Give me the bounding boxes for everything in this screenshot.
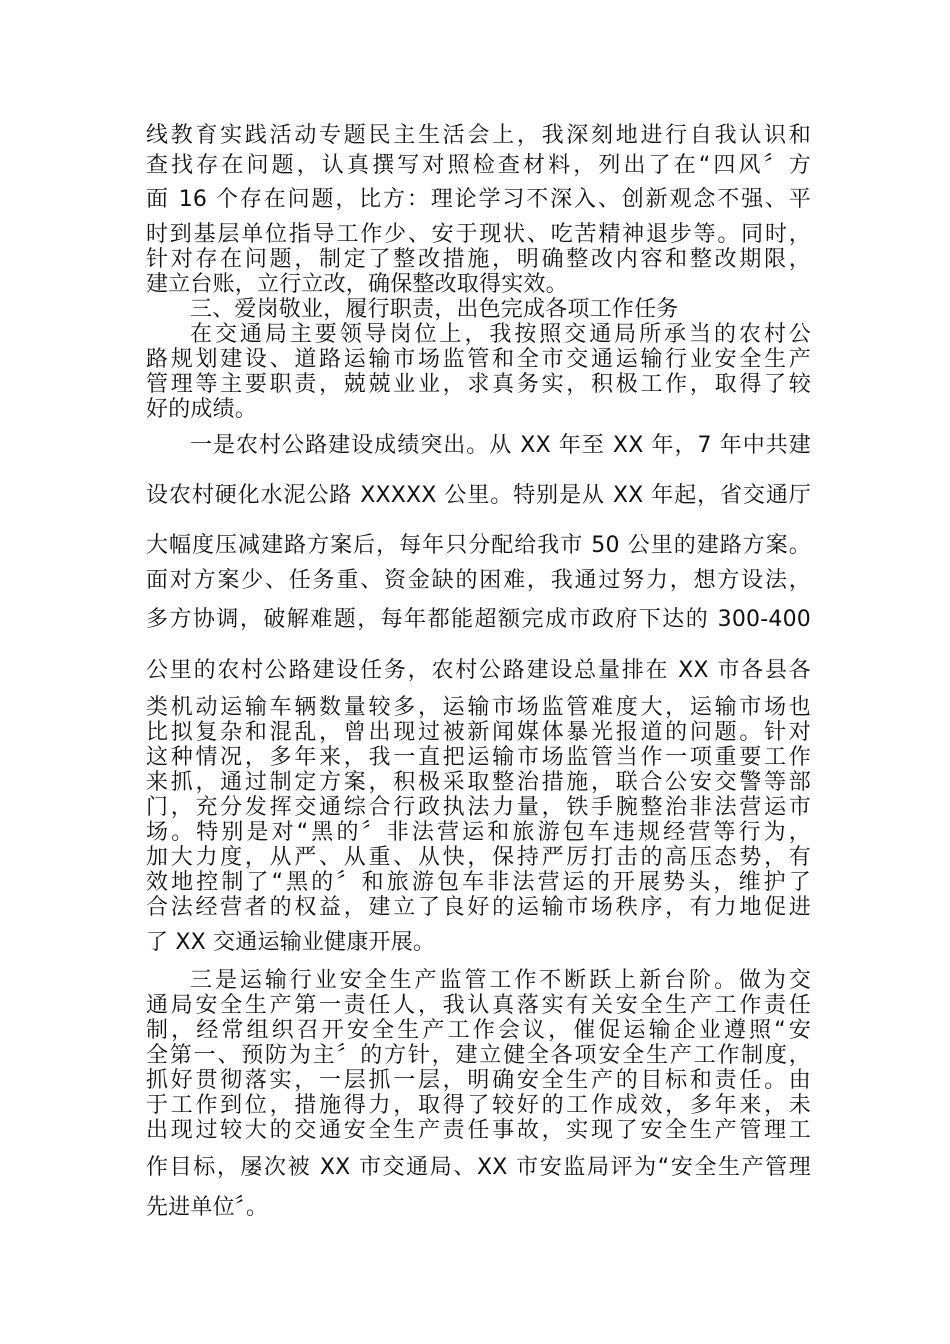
text-line: 大幅度压减建路方案后，每年只分配给我市 50 公里的建路方案。	[146, 533, 811, 558]
text-line: 线教育实践活动专题民主生活会上，我深刻地进行自我认识和	[146, 123, 811, 148]
text-line: 出现过较大的交通安全生产责任事故，实现了安全生产管理工	[146, 1118, 811, 1143]
text-line: 好的成绩。	[146, 397, 258, 422]
text-line: 管理等主要职责，兢兢业业，求真务实，积极工作，取得了较	[146, 372, 811, 397]
text-line: 加大力度，从严、从重、从快，保持严厉打击的高压态势，有	[146, 845, 811, 870]
text-line: 合法经营者的权益，建立了良好的运输市场秩序，有力地促进	[146, 895, 811, 920]
text-line: 场。特别是对“黑的〞非法营运和旅游包车违规经营等行为，	[146, 820, 811, 845]
text-line: 三是运输行业安全生产监管工作不断跃上新台阶。做为交	[190, 968, 811, 993]
text-line: 路规划建设、道路运输市场监管和全市交通运输行业安全生产	[146, 347, 811, 372]
text-line: 公里的农村公路建设任务，农村公路建设总量排在 XX 市各县各	[146, 658, 811, 683]
text-line: 时到基层单位指导工作少、安于现状、吃苦精神退步等。同时，	[146, 222, 811, 247]
text-line: 设农村硬化水泥公路 XXXXX 公里。特别是从 XX 年起，省交通厅	[146, 483, 811, 508]
text-line: 类机动运输车辆数量较多，运输市场监管难度大，运输市场也	[146, 695, 811, 720]
text-line: 门，充分发挥交通综合行政执法力量，铁手腕整治非法营运市	[146, 795, 811, 820]
text-line: 建立台账，立行立改，确保整改取得实效。	[146, 272, 568, 297]
text-line: 面 16 个存在问题，比方：理论学习不深入、创新观念不强、平	[146, 187, 811, 212]
text-line: 这种情况，多年来，我一直把运输市场监管当作一项重要工作	[146, 745, 811, 770]
text-line: 通局安全生产第一责任人，我认真落实有关安全生产工作责任	[146, 993, 811, 1018]
text-line: 抓好贯彻落实，一层抓一层，明确安全生产的目标和责任。由	[146, 1068, 811, 1093]
text-line: 比拟复杂和混乱，曾出现过被新闻媒体暴光报道的问题。针对	[146, 720, 811, 745]
text-line: 查找存在问题，认真撰写对照检查材料，列出了在“四风〞方	[146, 153, 811, 178]
text-line: 来抓，通过制定方案，积极采取整治措施，联合公安交警等部	[146, 770, 811, 795]
text-line: 了 XX 交通运输业健康开展。	[146, 930, 436, 955]
text-line: 在交通局主要领导岗位上，我按照交通局所承当的农村公	[190, 322, 811, 347]
text-line: 全第一、预防为主〞的方针，建立健全各项安全生产工作制度，	[146, 1043, 811, 1068]
text-line: 制，经常组织召开安全生产工作会议，催促运输企业遵照“安	[146, 1018, 811, 1043]
section-heading: 三、爱岗敬业，履行职责，出色完成各项工作任务	[190, 297, 679, 322]
text-line: 一是农村公路建设成绩突出。从 XX 年至 XX 年，7 年中共建	[190, 433, 811, 458]
text-line: 效地控制了“黑的〞和旅游包车非法营运的开展势头，维护了	[146, 870, 811, 895]
text-line: 面对方案少、任务重、资金缺的困难，我通过努力，想方设法，	[146, 568, 811, 593]
text-line: 针对存在问题，制定了整改措施，明确整改内容和整改期限，	[146, 247, 811, 272]
text-line: 多方协调，破解难题，每年都能超额完成市政府下达的 300-400	[146, 607, 811, 632]
text-line: 先进单位〞。	[146, 1195, 269, 1220]
text-line: 于工作到位，措施得力，取得了较好的工作成效，多年来，未	[146, 1093, 811, 1118]
text-line: 作目标，屡次被 XX 市交通局、XX 市安监局评为“安全生产管理	[146, 1155, 811, 1180]
